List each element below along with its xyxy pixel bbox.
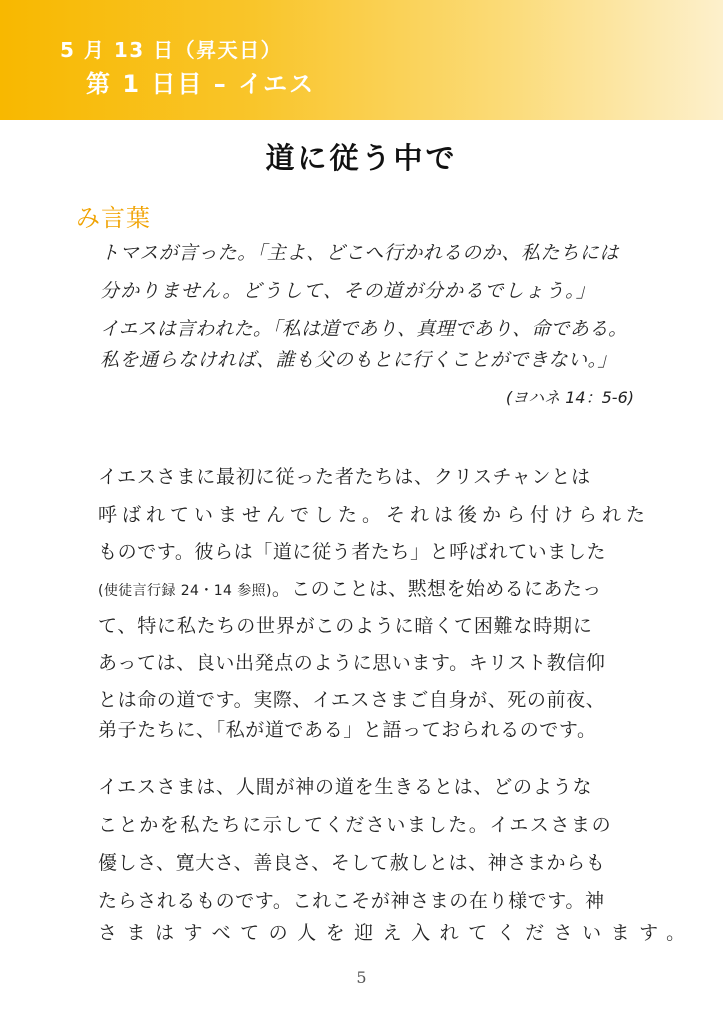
- body-line: て、特に私たちの世界がこのように暗くて困難な時期に: [98, 615, 593, 637]
- body-line: あっては、良い出発点のように思います。キリスト教信仰: [98, 652, 606, 674]
- header-subtitle: 第 1 日目 – イエス: [86, 70, 316, 98]
- body-line: 呼ばれていませんでした。それは後から付けられた: [98, 504, 651, 526]
- scripture-line: 私を通らなければ、誰も父のもとに行くことができない。」: [100, 349, 618, 371]
- scripture-line: イエスは言われた。「私は道であり、真理であり、命である。: [100, 318, 628, 340]
- citation-note: (使徒言行録 24・14 参照): [98, 583, 272, 599]
- body-line: イエスさまに最初に従った者たちは、クリスチャンとは: [98, 466, 591, 488]
- body-line: さまはすべての人を迎え入れてくださいます。: [98, 922, 695, 944]
- body-line: たらされるものです。これこそが神さまの在り様です。神: [98, 890, 605, 912]
- body-line: イエスさまは、人間が神の道を生きるとは、どのような: [98, 776, 593, 798]
- scripture-line: トマスが言った。「主よ、どこへ行かれるのか、私たちには: [100, 242, 619, 264]
- body-line: とは命の道です。実際、イエスさまご自身が、死の前夜、: [98, 689, 606, 711]
- scripture-label: み言葉: [76, 204, 151, 232]
- body-line-text: 。このことは、黙想を始めるにあたっ: [271, 578, 602, 600]
- body-line: ものです。彼らは「道に従う者たち」と呼ばれていました: [98, 541, 607, 563]
- scripture-line: 分かりません。どうして、その道が分かるでしょう。」: [100, 280, 597, 302]
- body-line: [98, 574, 602, 601]
- body-line: 弟子たちに、「私が道である」と語っておられるのです。: [98, 719, 597, 741]
- scripture-reference: (ヨハネ 14：5-6): [505, 388, 634, 407]
- header-date: 5 月 13 日（昇天日）: [60, 38, 283, 62]
- page-number: 5: [356, 968, 367, 987]
- body-line: ことかを私たちに示してくださいました。イエスさまの: [98, 814, 613, 836]
- page-title: 道に従う中で: [265, 141, 458, 175]
- body-line: 優しさ、寛大さ、善良さ、そして赦しとは、神さまからも: [98, 852, 606, 874]
